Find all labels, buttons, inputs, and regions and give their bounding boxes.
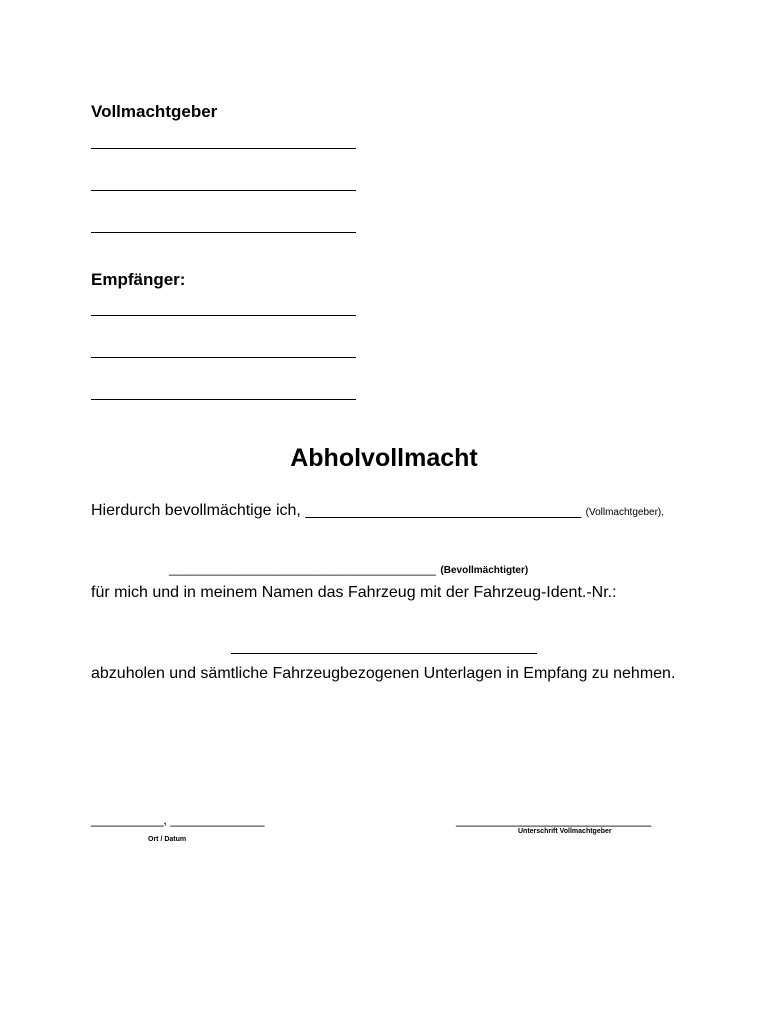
place-date-field[interactable]: __________, _____________ bbox=[91, 812, 265, 827]
document-title: Abholvollmacht bbox=[290, 444, 478, 472]
sender-heading: Vollmachtgeber bbox=[91, 102, 218, 121]
recipient-line-3[interactable] bbox=[91, 399, 356, 400]
recipient-heading: Empfänger: bbox=[91, 270, 186, 289]
intro-line bbox=[91, 502, 664, 520]
intro-text: Hierdurch bevollmächtige ich, bbox=[91, 502, 301, 519]
agent-line bbox=[169, 560, 528, 578]
sender-line-1[interactable] bbox=[91, 148, 356, 149]
agent-name-field[interactable]: ________________________________________ bbox=[169, 562, 436, 576]
signature-label: Unterschrift Vollmachtgeber bbox=[518, 828, 612, 835]
agent-note: (Bevollmächtigter) bbox=[440, 565, 529, 576]
closing-paragraph: abzuholen und sämtliche Fahrzeugbezogenen Unterlagen in Empfang zu nehmen. bbox=[91, 665, 676, 682]
sender-line-3[interactable] bbox=[91, 232, 356, 233]
recipient-line-1[interactable] bbox=[91, 315, 356, 316]
intro-note: (Vollmachtgeber), bbox=[585, 507, 665, 518]
sender-line-2[interactable] bbox=[91, 190, 356, 191]
vehicle-line: für mich und in meinem Namen das Fahrzeug mit der Fahrzeug-Ident.-Nr.: bbox=[91, 584, 617, 601]
place-date-label: Ort / Datum bbox=[148, 836, 187, 843]
recipient-line-2[interactable] bbox=[91, 357, 356, 358]
sender-name-field[interactable]: _______________________________ bbox=[305, 502, 582, 519]
vin-field[interactable] bbox=[231, 653, 537, 654]
signature-field[interactable]: ___________________________ bbox=[456, 812, 652, 827]
